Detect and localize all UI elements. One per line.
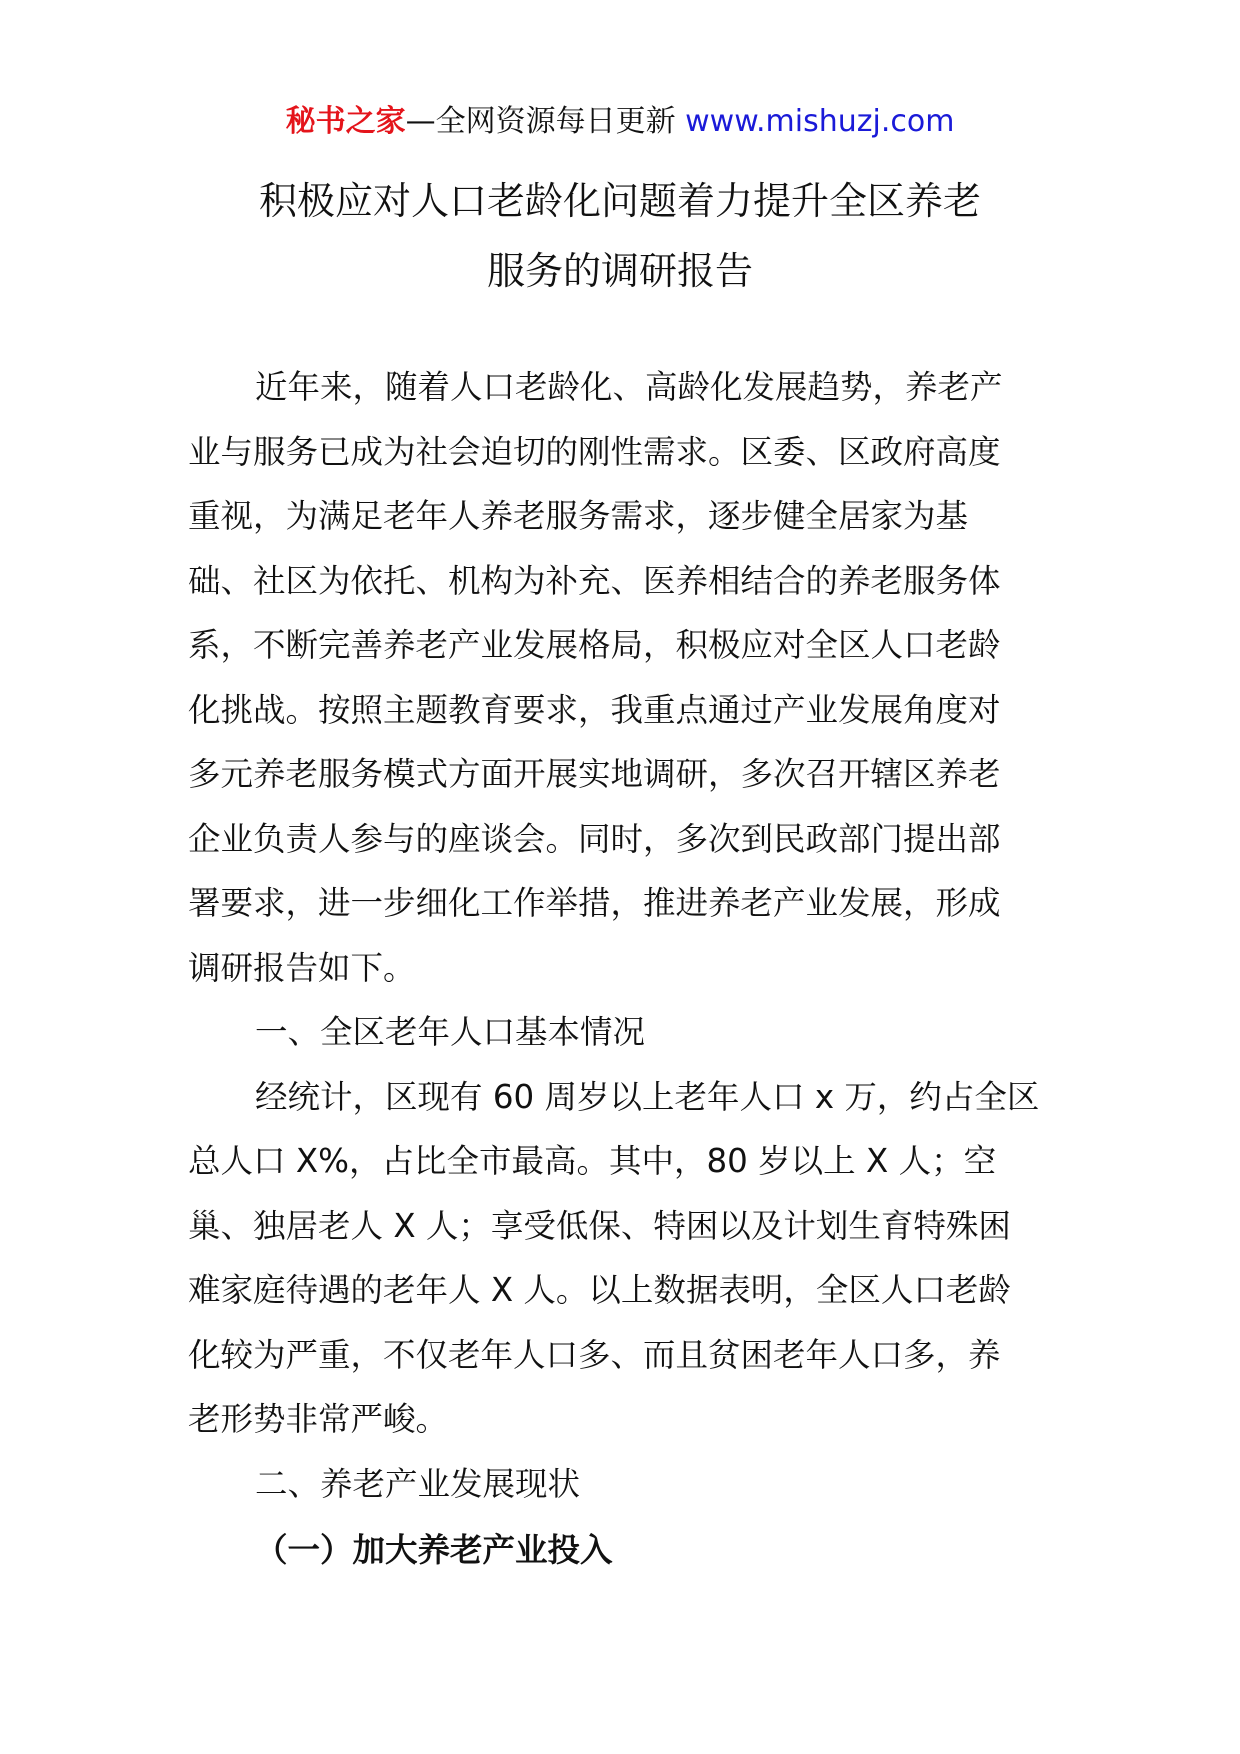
paragraph-line: 企业负责人参与的座谈会。同时，多次到民政部门提出部 — [188, 819, 1001, 858]
paragraph-line: 业与服务已成为社会迫切的刚性需求。区委、区政府高度 — [188, 432, 1001, 471]
section-1-paragraph — [188, 1065, 1048, 1452]
paragraph-line: 多元养老服务模式方面开展实地调研，多次召开辖区养老 — [188, 755, 1001, 793]
paragraph-line: 难家庭待遇的老年人 X 人。以上数据表明，全区人口老龄 — [188, 1271, 1011, 1309]
paragraph-line: 化挑战。按照主题教育要求，我重点通过产业发展角度对 — [188, 690, 1001, 729]
paragraph-line: 署要求，进一步细化工作举措，推进养老产业发展，形成 — [188, 884, 1001, 922]
paragraph-line: 总人口 X%，占比全市最高。其中，80 岁以上 X 人；空 — [188, 1142, 997, 1180]
paragraph-line: 调研报告如下。 — [188, 948, 416, 987]
section-heading-2: 二、养老产业发展现状 — [255, 1464, 581, 1503]
site-header — [0, 102, 1240, 142]
subsection-heading-1: （一）加大养老产业投入 — [255, 1531, 613, 1569]
site-slogan: —全网资源每日更新 — [405, 104, 676, 139]
paragraph-line: 近年来，随着人口老龄化、高龄化发展趋势，养老产 — [255, 368, 1003, 406]
document-title — [0, 166, 1240, 306]
paragraph-line: 经统计，区现有 60 周岁以上老年人口 x 万，约占全区 — [255, 1077, 1040, 1116]
paragraph-line: 系，不断完善养老产业发展格局，积极应对全区人口老龄 — [188, 626, 1001, 664]
intro-paragraph — [188, 355, 1048, 1000]
paragraph-line: 重视，为满足老年人养老服务需求，逐步健全居家为基 — [188, 497, 969, 535]
document-body — [188, 355, 1048, 1583]
paragraph-line: 化较为严重，不仅老年人口多、而且贫困老年人口多，养 — [188, 1335, 1001, 1374]
site-url-link[interactable]: www.mishuzj.com — [685, 104, 955, 139]
brand-name: 秘书之家 — [285, 104, 406, 139]
paragraph-line: 础、社区为依托、机构为补充、医养相结合的养老服务体 — [188, 561, 1001, 600]
paragraph-line: 巢、独居老人 X 人；享受低保、特困以及计划生育特殊困 — [188, 1206, 1011, 1245]
document-title-line-1: 积极应对人口老龄化问题着力提升全区养老 — [258, 179, 981, 223]
paragraph-line: 老形势非常严峻。 — [188, 1400, 449, 1438]
section-heading-1: 一、全区老年人口基本情况 — [255, 1013, 646, 1051]
document-title-line-2: 服务的调研报告 — [486, 249, 753, 293]
